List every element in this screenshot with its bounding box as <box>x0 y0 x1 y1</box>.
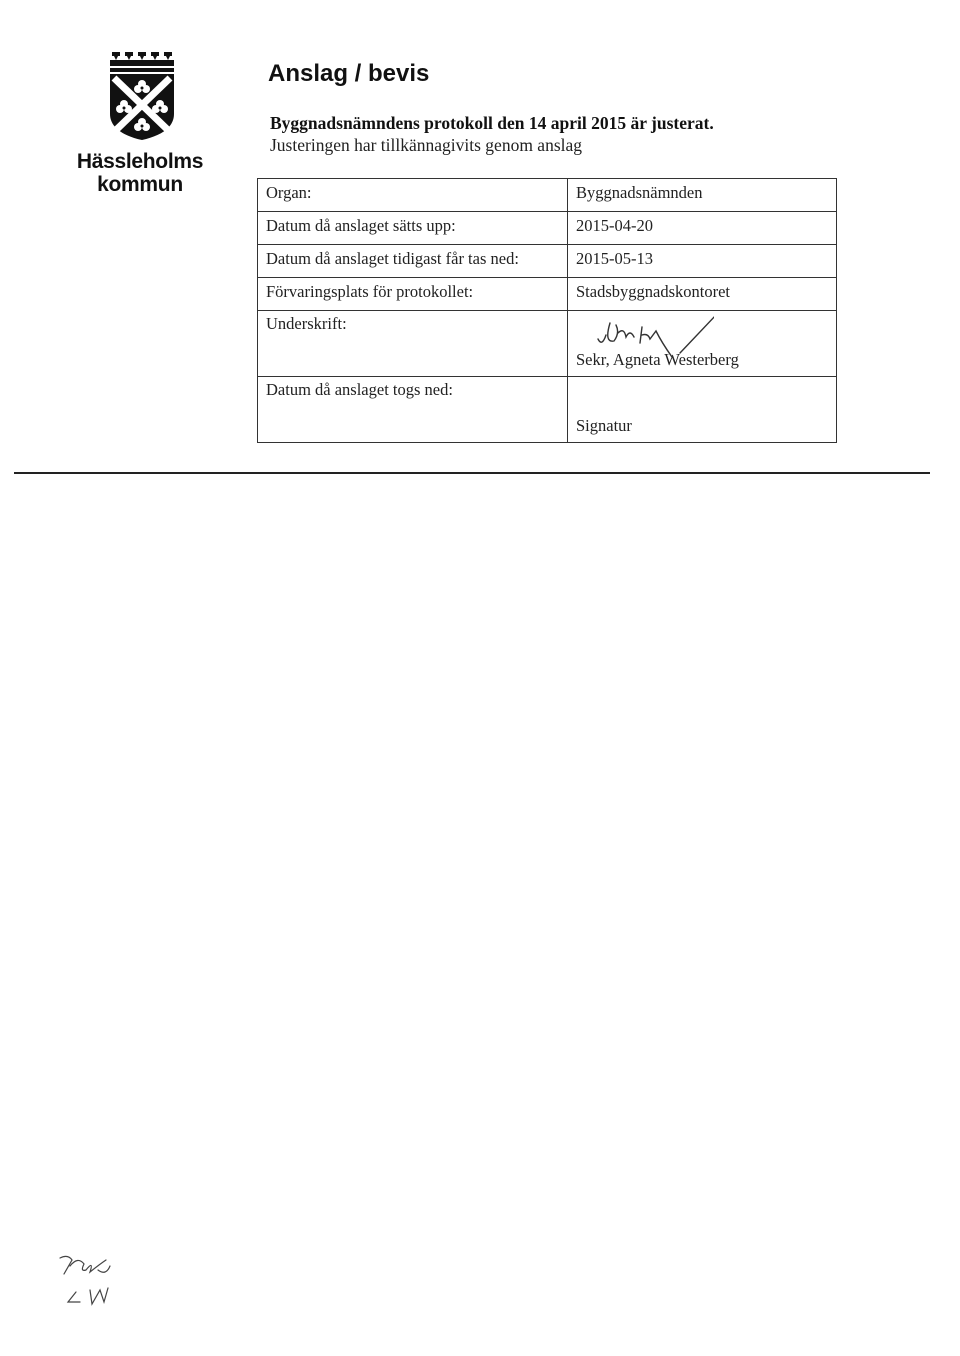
table-row <box>258 278 837 311</box>
row-label: Datum då anslaget tidigast får tas ned: <box>258 245 568 278</box>
municipality-name-line2: kommun <box>97 173 183 196</box>
municipality-name-line1: Hässleholms <box>76 150 204 173</box>
municipality-name <box>60 150 220 196</box>
signatory-name: Sekr, Agneta Westerberg <box>576 350 739 369</box>
row-value: Stadsbyggnadskontoret <box>568 278 837 311</box>
handwritten-signature <box>584 313 714 357</box>
page-title: Anslag / bevis <box>268 60 430 87</box>
row-value: 2015-05-13 <box>568 245 837 278</box>
protocol-subline: Justeringen har tillkännagivits genom anslag <box>270 135 583 155</box>
row-label: Underskrift: <box>258 311 568 377</box>
row-value: Byggnadsnämnden <box>568 179 837 212</box>
table-row <box>258 377 837 443</box>
row-label: Organ: <box>258 179 568 212</box>
row-value: 2015-04-20 <box>568 212 837 245</box>
table-row <box>258 212 837 245</box>
row-label: Datum då anslaget sätts upp: <box>258 212 568 245</box>
signature-field-label: Signatur <box>568 377 837 443</box>
page-divider <box>14 472 930 474</box>
table-row <box>258 245 837 278</box>
row-label: Datum då anslaget togs ned: <box>258 377 568 443</box>
handwritten-initials <box>50 1250 130 1310</box>
row-label: Förvaringsplats för protokollet: <box>258 278 568 311</box>
notice-table <box>257 178 837 443</box>
table-row <box>258 311 837 377</box>
table-row <box>258 179 837 212</box>
coat-of-arms-icon <box>108 52 176 140</box>
protocol-headline: Byggnadsnämndens protokoll den 14 april 2015 är justerat. <box>270 113 714 133</box>
signature-cell <box>568 311 837 377</box>
